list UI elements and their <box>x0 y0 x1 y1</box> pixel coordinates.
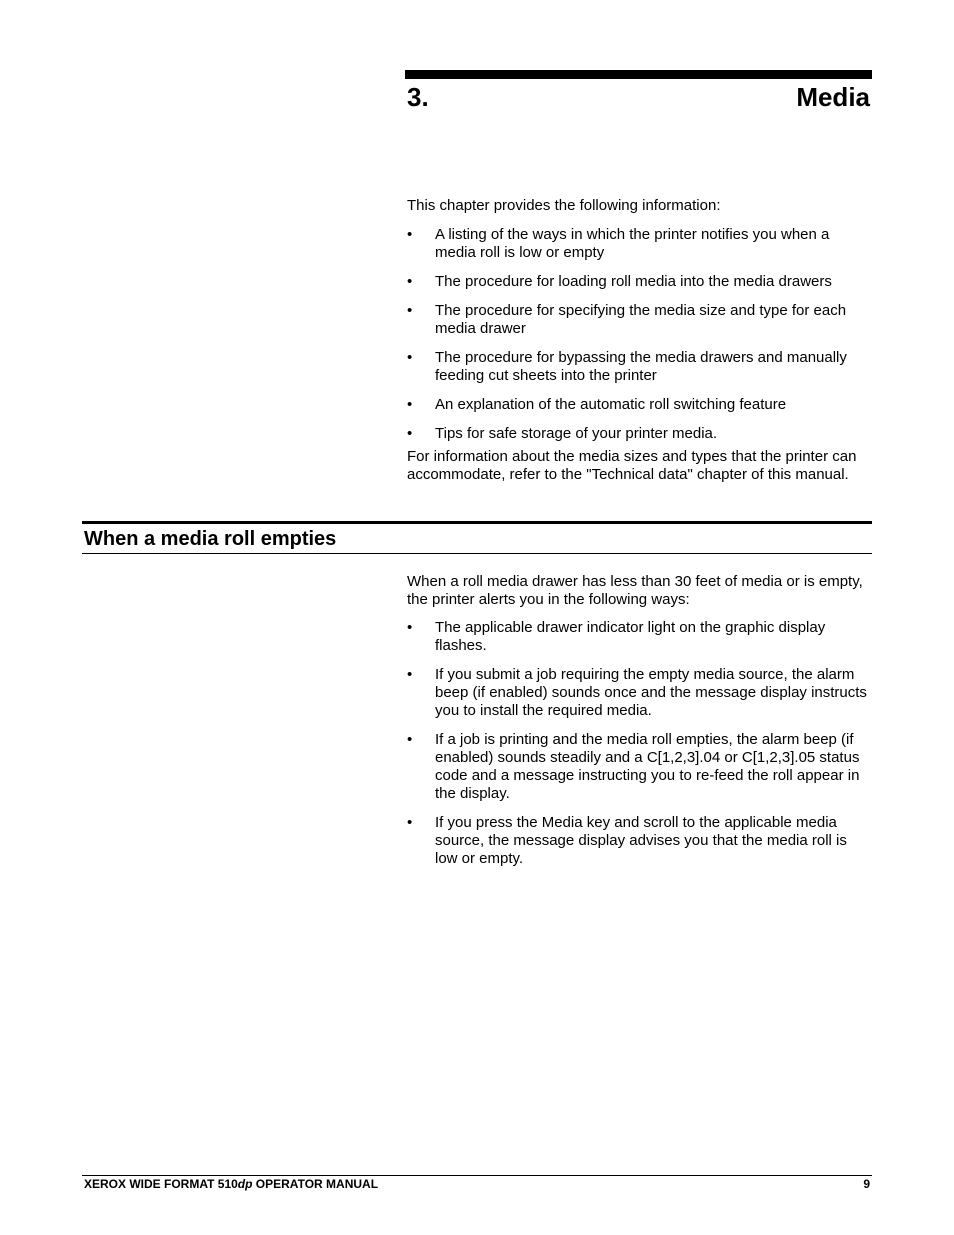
list-item: • A listing of the ways in which the printer notifies you when a media roll is low or empty <box>407 226 869 262</box>
section-rule-bottom <box>82 553 872 554</box>
chapter-heading <box>407 80 870 114</box>
chapter-rule <box>405 70 872 79</box>
list-item: • The procedure for bypassing the media drawers and manually feeding cut sheets into the printer <box>407 349 869 385</box>
chapter-number: 3. <box>407 82 429 112</box>
footer-title-suffix: OPERATOR MANUAL <box>252 1177 379 1191</box>
chapter-title: Media <box>796 82 870 112</box>
page-number: 9 <box>863 1177 870 1191</box>
intro-lead: This chapter provides the following information: <box>407 197 721 214</box>
section-bullet-list <box>407 619 869 868</box>
section-lead-block <box>407 573 869 609</box>
footer-rule <box>82 1175 872 1176</box>
intro-bullet-list <box>407 226 869 443</box>
list-item: • The applicable drawer indicator light on the graphic display flashes. <box>407 619 869 655</box>
list-item: • The procedure for loading roll media into the media drawers <box>407 273 869 291</box>
list-item: • If a job is printing and the media roll empties, the alarm beep (if enabled) sounds steadily and a C[1,2,3].04 or C[1,2,3].05 status code and a message instructing you to re-feed the roll appear in the display. <box>407 731 869 803</box>
list-item: • Tips for safe storage of your printer media. <box>407 425 869 443</box>
list-item: • If you submit a job requiring the empty media source, the alarm beep (if enabled) sounds once and the message display instructs you to install the required media. <box>407 666 869 720</box>
footer-title <box>84 1177 378 1191</box>
list-item: • The procedure for specifying the media size and type for each media drawer <box>407 302 869 338</box>
section-title: When a media roll empties <box>84 528 337 550</box>
section-lead: When a roll media drawer has less than 30 feet of media or is empty, the printer alerts you in the following ways: <box>407 573 863 608</box>
section-rule-top <box>82 521 872 524</box>
intro-after-block <box>407 448 869 484</box>
list-item: • If you press the Media key and scroll to the applicable media source, the message display advises you that the media roll is low or empty. <box>407 814 869 868</box>
footer-title-prefix: XEROX WIDE FORMAT 510 <box>84 1177 238 1191</box>
footer-model-suffix: dp <box>237 1177 253 1191</box>
page-footer <box>84 1177 870 1191</box>
list-item: • An explanation of the automatic roll switching feature <box>407 396 869 414</box>
intro-after-text: For information about the media sizes and types that the printer can accommodate, refer to the "Technical data" chapter of this manual. <box>407 448 857 483</box>
intro-lead-block <box>407 197 869 215</box>
